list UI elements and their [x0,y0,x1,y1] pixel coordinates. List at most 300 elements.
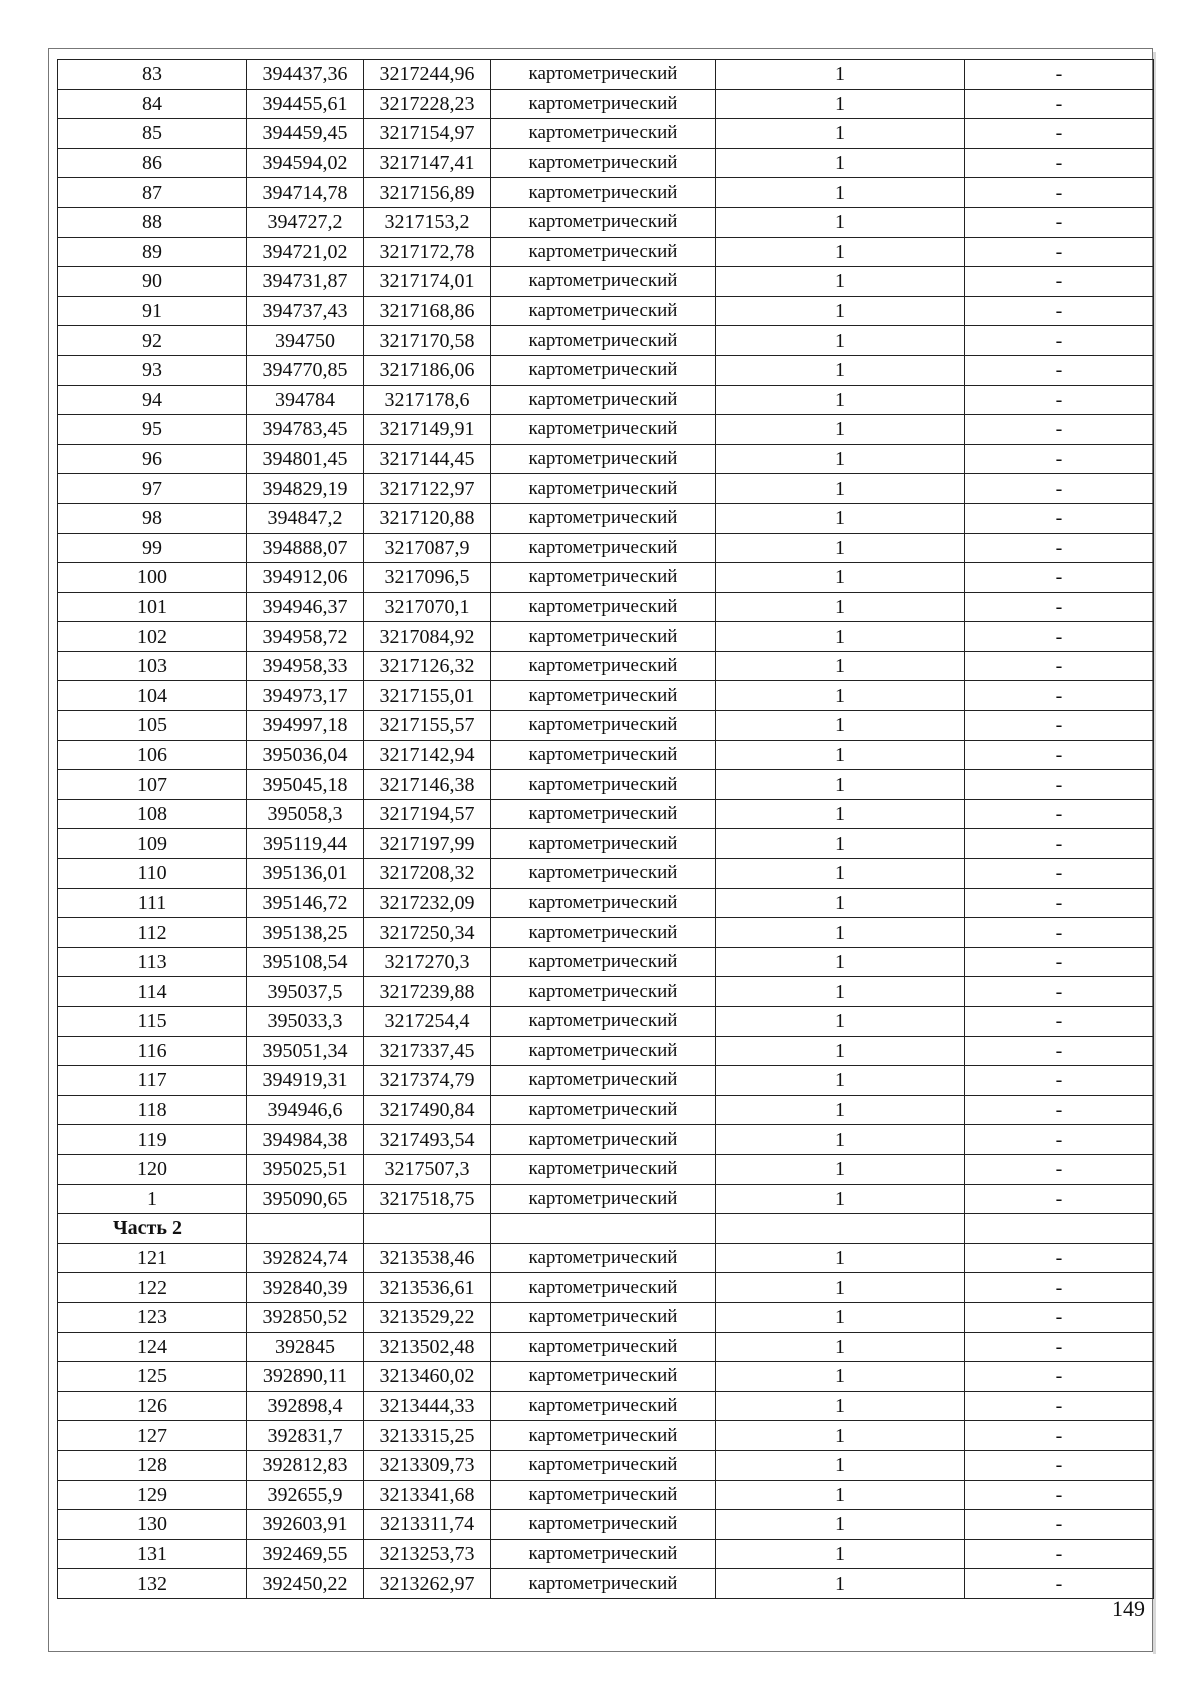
method-cell: картометрический [491,148,716,178]
note-cell: - [965,622,1154,652]
method-cell: картометрический [491,119,716,149]
accuracy-cell: 1 [716,503,965,533]
note-cell: - [965,1480,1154,1510]
accuracy-cell: 1 [716,89,965,119]
y-coordinate-cell: 3217149,91 [364,415,491,445]
note-cell: - [965,770,1154,800]
method-cell: картометрический [491,178,716,208]
note-cell: - [965,1184,1154,1214]
table-row [58,1539,1154,1569]
x-coordinate-cell: 392850,52 [247,1302,364,1332]
point-number-cell: 94 [58,385,247,415]
point-number-cell: 125 [58,1362,247,1392]
point-number-cell: 127 [58,1421,247,1451]
y-coordinate-cell: 3217490,84 [364,1095,491,1125]
method-cell: картометрический [491,1362,716,1392]
y-coordinate-cell: 3213311,74 [364,1510,491,1540]
y-coordinate-cell: 3217337,45 [364,1036,491,1066]
method-cell: картометрический [491,237,716,267]
note-cell: - [965,592,1154,622]
table-row [58,1302,1154,1332]
accuracy-cell: 1 [716,711,965,741]
note-cell: - [965,415,1154,445]
x-coordinate-cell: 394437,36 [247,60,364,90]
note-cell: - [965,888,1154,918]
method-cell: картометрический [491,207,716,237]
point-number-cell: 129 [58,1480,247,1510]
accuracy-cell: 1 [716,148,965,178]
note-cell: - [965,237,1154,267]
accuracy-cell: 1 [716,1332,965,1362]
y-coordinate-cell: 3213538,46 [364,1243,491,1273]
point-number-cell: 122 [58,1273,247,1303]
note-cell: - [965,799,1154,829]
x-coordinate-cell: 394455,61 [247,89,364,119]
table-row [58,444,1154,474]
note-cell: - [965,1332,1154,1362]
coordinates-table-body [58,60,1154,1599]
table-row [58,1095,1154,1125]
point-number-cell: 117 [58,1066,247,1096]
accuracy-cell: 1 [716,1539,965,1569]
table-row [58,1510,1154,1540]
table-row [58,1391,1154,1421]
method-cell: картометрический [491,829,716,859]
accuracy-cell: 1 [716,563,965,593]
x-coordinate-cell: 392812,83 [247,1450,364,1480]
y-coordinate-cell: 3217493,54 [364,1125,491,1155]
method-cell: картометрический [491,1332,716,1362]
table-row [58,947,1154,977]
point-number-cell: 110 [58,859,247,889]
accuracy-cell: 1 [716,474,965,504]
x-coordinate-cell: 392831,7 [247,1421,364,1451]
method-cell: картометрический [491,888,716,918]
note-cell: - [965,1273,1154,1303]
y-coordinate-cell: 3217126,32 [364,651,491,681]
table-row [58,740,1154,770]
table-row [58,651,1154,681]
table-row [58,1332,1154,1362]
table-row [58,1362,1154,1392]
table-row [58,1273,1154,1303]
accuracy-cell: 1 [716,1450,965,1480]
point-number-cell: 86 [58,148,247,178]
table-row [58,267,1154,297]
point-number-cell: 112 [58,918,247,948]
y-coordinate-cell: 3217518,75 [364,1184,491,1214]
accuracy-cell: 1 [716,296,965,326]
accuracy-cell: 1 [716,799,965,829]
table-row [58,829,1154,859]
note-cell: - [965,296,1154,326]
table-row [58,681,1154,711]
table-row [58,119,1154,149]
point-number-cell: 92 [58,326,247,356]
point-number-cell: 87 [58,178,247,208]
x-coordinate-cell: 392469,55 [247,1539,364,1569]
accuracy-cell: 1 [716,681,965,711]
method-cell: картометрический [491,1243,716,1273]
y-coordinate-cell: 3213536,61 [364,1273,491,1303]
table-row [58,918,1154,948]
accuracy-cell: 1 [716,533,965,563]
point-number-cell: 115 [58,1007,247,1037]
table-row [58,859,1154,889]
x-coordinate-cell: 394459,45 [247,119,364,149]
table-row [58,799,1154,829]
table-row [58,385,1154,415]
x-coordinate-cell: 395045,18 [247,770,364,800]
method-cell: картометрический [491,326,716,356]
table-row [58,207,1154,237]
table-row [58,770,1154,800]
note-cell: - [965,1095,1154,1125]
table-row [58,1066,1154,1096]
note-cell: - [965,681,1154,711]
x-coordinate-cell: 394784 [247,385,364,415]
table-cell [965,1214,1154,1244]
y-coordinate-cell: 3213502,48 [364,1332,491,1362]
point-number-cell: 100 [58,563,247,593]
x-coordinate-cell: 394731,87 [247,267,364,297]
x-coordinate-cell: 394714,78 [247,178,364,208]
x-coordinate-cell: 394958,33 [247,651,364,681]
section-title: Часть 2 [58,1214,247,1244]
note-cell: - [965,326,1154,356]
note-cell: - [965,1450,1154,1480]
table-row [58,503,1154,533]
accuracy-cell: 1 [716,1154,965,1184]
note-cell: - [965,1125,1154,1155]
y-coordinate-cell: 3217070,1 [364,592,491,622]
table-row [58,888,1154,918]
method-cell: картометрический [491,1125,716,1155]
x-coordinate-cell: 395051,34 [247,1036,364,1066]
note-cell: - [965,1154,1154,1184]
note-cell: - [965,918,1154,948]
method-cell: картометрический [491,918,716,948]
note-cell: - [965,207,1154,237]
y-coordinate-cell: 3213460,02 [364,1362,491,1392]
accuracy-cell: 1 [716,770,965,800]
point-number-cell: 98 [58,503,247,533]
accuracy-cell: 1 [716,829,965,859]
accuracy-cell: 1 [716,740,965,770]
x-coordinate-cell: 395025,51 [247,1154,364,1184]
x-coordinate-cell: 395138,25 [247,918,364,948]
point-number-cell: 89 [58,237,247,267]
note-cell: - [965,1510,1154,1540]
note-cell: - [965,829,1154,859]
method-cell: картометрический [491,1154,716,1184]
accuracy-cell: 1 [716,592,965,622]
method-cell: картометрический [491,651,716,681]
y-coordinate-cell: 3213315,25 [364,1421,491,1451]
method-cell: картометрический [491,1391,716,1421]
y-coordinate-cell: 3217120,88 [364,503,491,533]
y-coordinate-cell: 3213253,73 [364,1539,491,1569]
x-coordinate-cell: 395036,04 [247,740,364,770]
table-row [58,1184,1154,1214]
x-coordinate-cell: 394919,31 [247,1066,364,1096]
y-coordinate-cell: 3217155,01 [364,681,491,711]
note-cell: - [965,178,1154,208]
method-cell: картометрический [491,415,716,445]
table-row [58,178,1154,208]
point-number-cell: 128 [58,1450,247,1480]
accuracy-cell: 1 [716,326,965,356]
x-coordinate-cell: 394727,2 [247,207,364,237]
x-coordinate-cell: 392655,9 [247,1480,364,1510]
accuracy-cell: 1 [716,385,965,415]
method-cell: картометрический [491,1273,716,1303]
table-row [58,1243,1154,1273]
x-coordinate-cell: 394958,72 [247,622,364,652]
note-cell: - [965,1243,1154,1273]
accuracy-cell: 1 [716,237,965,267]
y-coordinate-cell: 3217084,92 [364,622,491,652]
point-number-cell: 118 [58,1095,247,1125]
note-cell: - [965,533,1154,563]
accuracy-cell: 1 [716,1036,965,1066]
method-cell: картометрический [491,1480,716,1510]
point-number-cell: 103 [58,651,247,681]
y-coordinate-cell: 3217172,78 [364,237,491,267]
x-coordinate-cell: 394888,07 [247,533,364,563]
method-cell: картометрический [491,859,716,889]
y-coordinate-cell: 3217122,97 [364,474,491,504]
method-cell: картометрический [491,444,716,474]
x-coordinate-cell: 394750 [247,326,364,356]
point-number-cell: 132 [58,1569,247,1599]
note-cell: - [965,1391,1154,1421]
point-number-cell: 83 [58,60,247,90]
point-number-cell: 104 [58,681,247,711]
x-coordinate-cell: 395146,72 [247,888,364,918]
table-row [58,592,1154,622]
point-number-cell: 88 [58,207,247,237]
table-cell [247,1214,364,1244]
table-row [58,474,1154,504]
note-cell: - [965,1302,1154,1332]
table-row [58,1569,1154,1599]
y-coordinate-cell: 3213341,68 [364,1480,491,1510]
accuracy-cell: 1 [716,355,965,385]
accuracy-cell: 1 [716,1391,965,1421]
x-coordinate-cell: 394801,45 [247,444,364,474]
y-coordinate-cell: 3217153,2 [364,207,491,237]
accuracy-cell: 1 [716,207,965,237]
y-coordinate-cell: 3217156,89 [364,178,491,208]
table-row [58,1154,1154,1184]
y-coordinate-cell: 3217147,41 [364,148,491,178]
point-number-cell: 123 [58,1302,247,1332]
method-cell: картометрический [491,1510,716,1540]
point-number-cell: 101 [58,592,247,622]
method-cell: картометрический [491,799,716,829]
note-cell: - [965,444,1154,474]
accuracy-cell: 1 [716,888,965,918]
note-cell: - [965,563,1154,593]
point-number-cell: 96 [58,444,247,474]
method-cell: картометрический [491,947,716,977]
method-cell: картометрический [491,385,716,415]
note-cell: - [965,1007,1154,1037]
point-number-cell: 114 [58,977,247,1007]
note-cell: - [965,60,1154,90]
accuracy-cell: 1 [716,444,965,474]
note-cell: - [965,711,1154,741]
y-coordinate-cell: 3217096,5 [364,563,491,593]
note-cell: - [965,355,1154,385]
y-coordinate-cell: 3217168,86 [364,296,491,326]
method-cell: картометрический [491,355,716,385]
accuracy-cell: 1 [716,918,965,948]
x-coordinate-cell: 395090,65 [247,1184,364,1214]
table-row [58,1125,1154,1155]
accuracy-cell: 1 [716,1362,965,1392]
table-row [58,977,1154,1007]
method-cell: картометрический [491,563,716,593]
x-coordinate-cell: 395136,01 [247,859,364,889]
point-number-cell: 124 [58,1332,247,1362]
point-number-cell: 1 [58,1184,247,1214]
y-coordinate-cell: 3217178,6 [364,385,491,415]
table-cell [716,1214,965,1244]
note-cell: - [965,148,1154,178]
y-coordinate-cell: 3217154,97 [364,119,491,149]
x-coordinate-cell: 392845 [247,1332,364,1362]
note-cell: - [965,119,1154,149]
note-cell: - [965,1066,1154,1096]
point-number-cell: 99 [58,533,247,563]
x-coordinate-cell: 394912,06 [247,563,364,593]
table-row [58,563,1154,593]
x-coordinate-cell: 392824,74 [247,1243,364,1273]
method-cell: картометрический [491,1302,716,1332]
method-cell: картометрический [491,503,716,533]
note-cell: - [965,1036,1154,1066]
note-cell: - [965,947,1154,977]
accuracy-cell: 1 [716,60,965,90]
point-number-cell: 109 [58,829,247,859]
method-cell: картометрический [491,1421,716,1451]
y-coordinate-cell: 3217087,9 [364,533,491,563]
method-cell: картометрический [491,1184,716,1214]
y-coordinate-cell: 3217155,57 [364,711,491,741]
table-row [58,622,1154,652]
note-cell: - [965,267,1154,297]
table-row [58,89,1154,119]
point-number-cell: 93 [58,355,247,385]
accuracy-cell: 1 [716,1510,965,1540]
y-coordinate-cell: 3213444,33 [364,1391,491,1421]
method-cell: картометрический [491,1095,716,1125]
x-coordinate-cell: 395033,3 [247,1007,364,1037]
table-row [58,296,1154,326]
method-cell: картометрический [491,592,716,622]
accuracy-cell: 1 [716,859,965,889]
y-coordinate-cell: 3217186,06 [364,355,491,385]
y-coordinate-cell: 3213309,73 [364,1450,491,1480]
y-coordinate-cell: 3217194,57 [364,799,491,829]
table-cell [364,1214,491,1244]
section-header-row [58,1214,1154,1244]
x-coordinate-cell: 394594,02 [247,148,364,178]
point-number-cell: 130 [58,1510,247,1540]
x-coordinate-cell: 395058,3 [247,799,364,829]
point-number-cell: 111 [58,888,247,918]
point-number-cell: 102 [58,622,247,652]
method-cell: картометрический [491,1036,716,1066]
method-cell: картометрический [491,977,716,1007]
method-cell: картометрический [491,770,716,800]
method-cell: картометрический [491,267,716,297]
table-cell [491,1214,716,1244]
table-row [58,1036,1154,1066]
x-coordinate-cell: 394946,37 [247,592,364,622]
point-number-cell: 120 [58,1154,247,1184]
method-cell: картометрический [491,622,716,652]
point-number-cell: 131 [58,1539,247,1569]
accuracy-cell: 1 [716,1095,965,1125]
accuracy-cell: 1 [716,1125,965,1155]
table-row [58,1007,1154,1037]
table-row [58,355,1154,385]
y-coordinate-cell: 3213529,22 [364,1302,491,1332]
method-cell: картометрический [491,296,716,326]
note-cell: - [965,859,1154,889]
note-cell: - [965,1362,1154,1392]
note-cell: - [965,474,1154,504]
y-coordinate-cell: 3217170,58 [364,326,491,356]
y-coordinate-cell: 3217232,09 [364,888,491,918]
method-cell: картометрический [491,89,716,119]
x-coordinate-cell: 394829,19 [247,474,364,504]
accuracy-cell: 1 [716,119,965,149]
note-cell: - [965,89,1154,119]
y-coordinate-cell: 3217228,23 [364,89,491,119]
method-cell: картометрический [491,711,716,741]
method-cell: картометрический [491,1569,716,1599]
x-coordinate-cell: 394946,6 [247,1095,364,1125]
method-cell: картометрический [491,740,716,770]
note-cell: - [965,1539,1154,1569]
accuracy-cell: 1 [716,1421,965,1451]
accuracy-cell: 1 [716,1184,965,1214]
y-coordinate-cell: 3217374,79 [364,1066,491,1096]
y-coordinate-cell: 3217208,32 [364,859,491,889]
accuracy-cell: 1 [716,1480,965,1510]
accuracy-cell: 1 [716,1007,965,1037]
point-number-cell: 108 [58,799,247,829]
y-coordinate-cell: 3217142,94 [364,740,491,770]
y-coordinate-cell: 3213262,97 [364,1569,491,1599]
x-coordinate-cell: 394997,18 [247,711,364,741]
x-coordinate-cell: 392450,22 [247,1569,364,1599]
y-coordinate-cell: 3217254,4 [364,1007,491,1037]
point-number-cell: 106 [58,740,247,770]
x-coordinate-cell: 392898,4 [247,1391,364,1421]
coordinates-table [57,59,1154,1599]
x-coordinate-cell: 394847,2 [247,503,364,533]
method-cell: картометрический [491,1539,716,1569]
note-cell: - [965,740,1154,770]
accuracy-cell: 1 [716,977,965,1007]
x-coordinate-cell: 395037,5 [247,977,364,1007]
accuracy-cell: 1 [716,651,965,681]
